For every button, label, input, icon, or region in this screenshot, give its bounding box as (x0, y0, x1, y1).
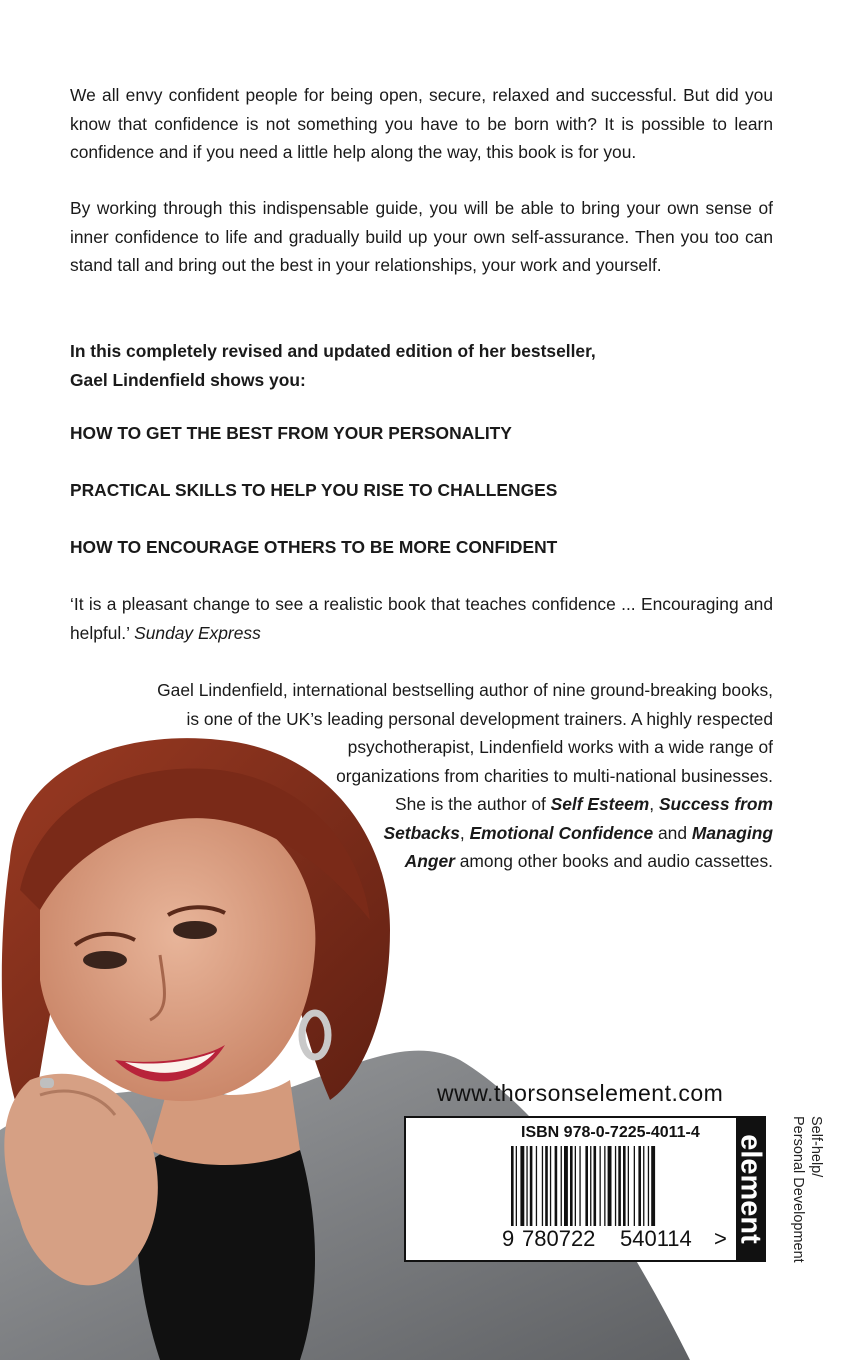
book-title-4: Managing (691, 822, 773, 843)
barcode-bar (594, 1146, 597, 1226)
barcode-bar (542, 1146, 543, 1226)
barcode-bar (600, 1146, 601, 1226)
barcode-bar (555, 1146, 558, 1226)
barcode-bar (561, 1146, 562, 1226)
category-line-1: Self-help/ (808, 1116, 824, 1178)
barcode-bar (564, 1146, 568, 1226)
bio-line-3: psychotherapist, Lindenfield works with a wide range of (347, 737, 773, 757)
point-2: PRACTICAL SKILLS TO HELP YOU RISE TO CHALLENGES (70, 480, 558, 500)
barcode-bar (623, 1146, 626, 1226)
barcode-bar (575, 1146, 576, 1226)
barcode-bar (526, 1146, 527, 1226)
blurb-paragraph-2: By working through this indispensable guide, you will be able to bring your own sense of inner confidence to life and gradually build up your own self-assurance. Then you too can stand tall and bring out the best in your relationships, your work and yourself. (70, 198, 773, 275)
intro-heading (70, 337, 773, 394)
book-title-2: Success from (658, 794, 773, 814)
category-line-2: Personal Development (790, 1116, 806, 1263)
blurb-paragraph-1: We all envy confident people for being open, secure, relaxed and successful. But did you know that confidence is not something you have to be born with? It is possible to learn confidence and if you need a little help along the way, this book is for you. (70, 85, 773, 162)
barcode-bar (634, 1146, 635, 1226)
intro-line-2: Gael Lindenfield shows you: (70, 369, 306, 390)
review-quote (70, 590, 773, 647)
barcode-digit-prefix: 9 (502, 1226, 515, 1251)
bio-and: and (653, 822, 692, 843)
bio-sep-2: , (459, 822, 470, 843)
point-1: HOW TO GET THE BEST FROM YOUR PERSONALITY (70, 423, 512, 443)
bio-line-4: organizations from charities to multi-national businesses. (336, 765, 773, 786)
bio-text-5a: She is the author of (395, 794, 551, 814)
barcode-bars (511, 1146, 726, 1228)
barcode-bar (536, 1146, 537, 1226)
barcode-bar (604, 1146, 605, 1226)
barcode-bar (590, 1146, 591, 1226)
barcode-bar (618, 1146, 621, 1226)
isbn-label: ISBN 978-0-7225-4011-4 (521, 1124, 700, 1141)
barcode-bar (570, 1146, 573, 1226)
quote-text: ‘It is a pleasant change to see a realistic book that teaches confidence ... Encouraging and helpful.’ (70, 594, 773, 643)
imprint-logo: element (734, 1134, 767, 1244)
barcode-digits-right: 540114 (620, 1226, 692, 1251)
barcode-bar (638, 1146, 641, 1226)
barcode-bar (545, 1146, 548, 1226)
barcode-bar (628, 1146, 629, 1226)
intro-line-1: In this completely revised and updated edition of her bestseller, (70, 341, 596, 361)
bio-line-1: Gael Lindenfield, international bestselling author of nine ground-breaking books, (157, 680, 773, 700)
category-label (790, 1116, 830, 1266)
barcode-bar (615, 1146, 616, 1226)
book-title-2b: Setbacks (383, 822, 460, 843)
barcode-digits-left: 780722 (522, 1226, 596, 1251)
barcode-bar (643, 1146, 644, 1226)
barcode-bar (585, 1146, 588, 1226)
barcode-bar (511, 1146, 514, 1226)
barcode-bar (579, 1146, 580, 1226)
bio-line-7-end: among other books and audio cassettes. (454, 851, 773, 871)
barcode-bar (516, 1146, 517, 1226)
barcode-bar (530, 1146, 533, 1226)
bio-sep-1: , (649, 794, 659, 814)
book-title-4b: Anger (404, 851, 455, 871)
barcode-bar (608, 1146, 612, 1226)
quote-source: Sunday Express (134, 622, 261, 643)
barcode-bar (520, 1146, 524, 1226)
barcode-panel (404, 1116, 766, 1262)
author-bio (70, 676, 773, 876)
publisher-url[interactable]: www.thorsonselement.com (437, 1080, 724, 1106)
barcode-bar (651, 1146, 655, 1226)
bio-line-2: is one of the UK’s leading personal development trainers. A highly respected (186, 708, 773, 729)
book-title-3: Emotional Confidence (469, 822, 654, 843)
book-title-1: Self Esteem (550, 794, 650, 814)
barcode-arrow: > (714, 1226, 727, 1251)
point-3: HOW TO ENCOURAGE OTHERS TO BE MORE CONFIDENT (70, 537, 558, 557)
barcode-bar (648, 1146, 649, 1226)
barcode-bar (550, 1146, 551, 1226)
